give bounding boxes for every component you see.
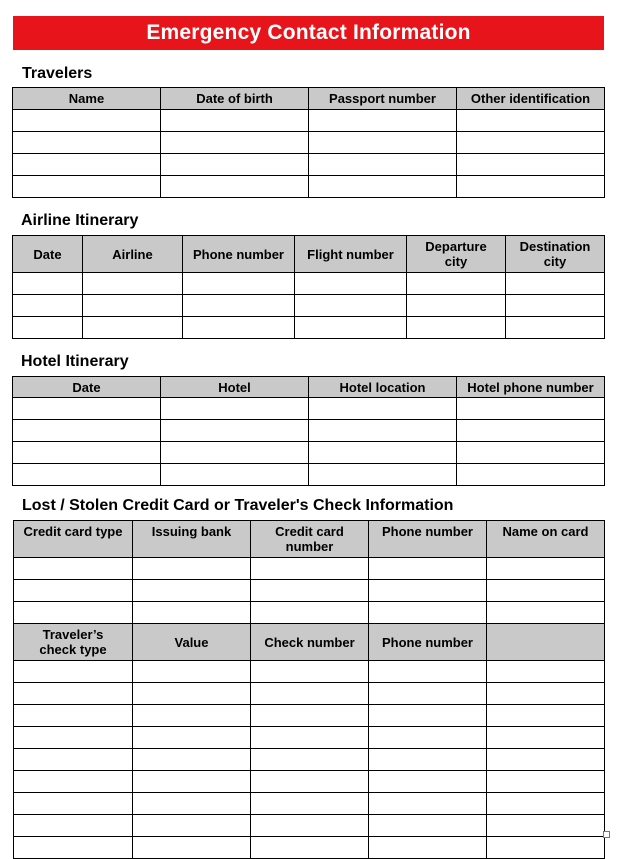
cell[interactable] <box>133 661 251 683</box>
cell[interactable] <box>133 727 251 749</box>
cell[interactable] <box>183 317 295 339</box>
cell[interactable] <box>251 727 369 749</box>
table-row <box>13 420 605 442</box>
travelers-heading: Travelers <box>22 65 93 82</box>
cell[interactable] <box>13 420 161 442</box>
cell[interactable] <box>506 295 605 317</box>
col-header-other-identification: Other identification <box>457 88 605 110</box>
cell[interactable] <box>487 749 605 771</box>
cell[interactable] <box>14 837 133 859</box>
col-header-phone-number: Phone number <box>183 236 295 273</box>
col-header-check-number: Check number <box>251 624 369 661</box>
col-header-hotel-phone-number: Hotel phone number <box>457 377 605 398</box>
cell[interactable] <box>407 273 506 295</box>
table-row <box>13 154 605 176</box>
col-header-value: Value <box>133 624 251 661</box>
table-row <box>14 683 605 705</box>
table-row <box>14 558 605 580</box>
cell[interactable] <box>13 176 161 198</box>
cell[interactable] <box>14 771 133 793</box>
cell[interactable] <box>457 442 605 464</box>
cell[interactable] <box>251 793 369 815</box>
cell[interactable] <box>83 317 183 339</box>
cell[interactable] <box>295 295 407 317</box>
cell[interactable] <box>14 727 133 749</box>
cell[interactable] <box>487 793 605 815</box>
col-header-travelers-check-type: Traveler’s check type <box>14 624 133 661</box>
cell[interactable] <box>251 749 369 771</box>
table-row <box>14 749 605 771</box>
table-row <box>13 442 605 464</box>
cell[interactable] <box>13 110 161 132</box>
cell[interactable] <box>161 132 309 154</box>
cell[interactable] <box>309 176 457 198</box>
cell[interactable] <box>133 558 251 580</box>
lost-stolen-heading: Lost / Stolen Credit Card or Traveler's Check Information <box>22 497 454 514</box>
cell[interactable] <box>295 273 407 295</box>
table-row <box>13 317 605 339</box>
cell[interactable] <box>457 464 605 486</box>
table-row <box>13 132 605 154</box>
cell[interactable] <box>369 793 487 815</box>
cell[interactable] <box>13 295 83 317</box>
table-row <box>14 727 605 749</box>
table-row <box>14 815 605 837</box>
cell[interactable] <box>14 661 133 683</box>
page-title: Emergency Contact Information <box>13 16 604 50</box>
cell[interactable] <box>13 398 161 420</box>
cell[interactable] <box>506 273 605 295</box>
cell[interactable] <box>133 749 251 771</box>
lost-stolen-table <box>13 520 605 859</box>
cell[interactable] <box>13 442 161 464</box>
table-row <box>14 793 605 815</box>
cell[interactable] <box>506 317 605 339</box>
cell[interactable] <box>457 398 605 420</box>
cell[interactable] <box>161 464 309 486</box>
cell[interactable] <box>13 273 83 295</box>
cell[interactable] <box>183 273 295 295</box>
cell[interactable] <box>369 661 487 683</box>
airline-heading: Airline Itinerary <box>21 212 139 229</box>
cell[interactable] <box>309 154 457 176</box>
table-row <box>14 602 605 624</box>
cell[interactable] <box>457 110 605 132</box>
cell[interactable] <box>14 683 133 705</box>
cell[interactable] <box>251 661 369 683</box>
table-row <box>14 771 605 793</box>
col-header-name-on-card: Name on card <box>487 521 605 558</box>
cell[interactable] <box>133 683 251 705</box>
cell[interactable] <box>295 317 407 339</box>
cell[interactable] <box>13 154 161 176</box>
col-header-phone-number: Phone number <box>369 624 487 661</box>
cell[interactable] <box>369 749 487 771</box>
cell[interactable] <box>251 705 369 727</box>
cell[interactable] <box>369 771 487 793</box>
cell[interactable] <box>161 154 309 176</box>
cell[interactable] <box>161 442 309 464</box>
cell[interactable] <box>183 295 295 317</box>
col-header-flight-number: Flight number <box>295 236 407 273</box>
cell[interactable] <box>251 837 369 859</box>
col-header-date: Date <box>13 236 83 273</box>
cell[interactable] <box>369 705 487 727</box>
cell[interactable] <box>133 705 251 727</box>
hotel-table <box>12 376 605 486</box>
cell[interactable] <box>251 683 369 705</box>
cell[interactable] <box>309 110 457 132</box>
col-header-passport-number: Passport number <box>309 88 457 110</box>
table-row <box>13 176 605 198</box>
cell[interactable] <box>309 132 457 154</box>
cell[interactable] <box>83 295 183 317</box>
col-header-empty <box>487 624 605 661</box>
travelers-table <box>12 87 605 198</box>
cell[interactable] <box>487 683 605 705</box>
cell[interactable] <box>161 420 309 442</box>
cell[interactable] <box>133 837 251 859</box>
hotel-heading: Hotel Itinerary <box>21 353 129 370</box>
cell[interactable] <box>369 837 487 859</box>
table-row <box>13 273 605 295</box>
table-row <box>13 295 605 317</box>
col-header-date: Date <box>13 377 161 398</box>
table-row <box>14 837 605 859</box>
cell[interactable] <box>487 558 605 580</box>
cell[interactable] <box>457 132 605 154</box>
cell[interactable] <box>251 602 369 624</box>
cell[interactable] <box>407 317 506 339</box>
cell[interactable] <box>369 727 487 749</box>
table-row <box>13 398 605 420</box>
cell[interactable] <box>457 154 605 176</box>
cell[interactable] <box>251 558 369 580</box>
table-row <box>13 464 605 486</box>
col-header-phone-number: Phone number <box>369 521 487 558</box>
cell[interactable] <box>133 580 251 602</box>
cell[interactable] <box>487 771 605 793</box>
cell[interactable] <box>309 442 457 464</box>
cell[interactable] <box>14 558 133 580</box>
cell[interactable] <box>251 580 369 602</box>
cell[interactable] <box>13 317 83 339</box>
table-row <box>14 705 605 727</box>
cell[interactable] <box>14 602 133 624</box>
cell[interactable] <box>309 464 457 486</box>
cell[interactable] <box>369 558 487 580</box>
cell[interactable] <box>133 771 251 793</box>
cell[interactable] <box>13 132 161 154</box>
cell[interactable] <box>14 793 133 815</box>
col-header-hotel: Hotel <box>161 377 309 398</box>
cell[interactable] <box>14 705 133 727</box>
cell[interactable] <box>369 580 487 602</box>
cell[interactable] <box>487 815 605 837</box>
cell[interactable] <box>487 837 605 859</box>
cell[interactable] <box>14 815 133 837</box>
cell[interactable] <box>133 815 251 837</box>
page-end-marker <box>603 831 610 838</box>
cell[interactable] <box>309 420 457 442</box>
cell[interactable] <box>457 176 605 198</box>
cell[interactable] <box>251 771 369 793</box>
col-header-date-of-birth: Date of birth <box>161 88 309 110</box>
cell[interactable] <box>161 110 309 132</box>
col-header-destination-city: Destination city <box>506 236 605 273</box>
cell[interactable] <box>369 683 487 705</box>
cell[interactable] <box>133 602 251 624</box>
col-header-hotel-location: Hotel location <box>309 377 457 398</box>
cell[interactable] <box>13 464 161 486</box>
col-header-airline: Airline <box>83 236 183 273</box>
cell[interactable] <box>369 602 487 624</box>
cell[interactable] <box>487 727 605 749</box>
cell[interactable] <box>407 295 506 317</box>
col-header-credit-card-number: Credit card number <box>251 521 369 558</box>
cell[interactable] <box>457 420 605 442</box>
col-header-issuing-bank: Issuing bank <box>133 521 251 558</box>
cell[interactable] <box>161 176 309 198</box>
cell[interactable] <box>161 398 309 420</box>
col-header-departure-city: Departure city <box>407 236 506 273</box>
cell[interactable] <box>487 705 605 727</box>
table-row <box>14 661 605 683</box>
cell[interactable] <box>309 398 457 420</box>
cell[interactable] <box>133 793 251 815</box>
cell[interactable] <box>487 602 605 624</box>
table-row <box>13 110 605 132</box>
cell[interactable] <box>487 661 605 683</box>
airline-table <box>12 235 605 339</box>
table-row <box>14 580 605 602</box>
cell[interactable] <box>251 815 369 837</box>
cell[interactable] <box>369 815 487 837</box>
cell[interactable] <box>83 273 183 295</box>
cell[interactable] <box>14 749 133 771</box>
cell[interactable] <box>14 580 133 602</box>
col-header-name: Name <box>13 88 161 110</box>
cell[interactable] <box>487 580 605 602</box>
col-header-credit-card-type: Credit card type <box>14 521 133 558</box>
